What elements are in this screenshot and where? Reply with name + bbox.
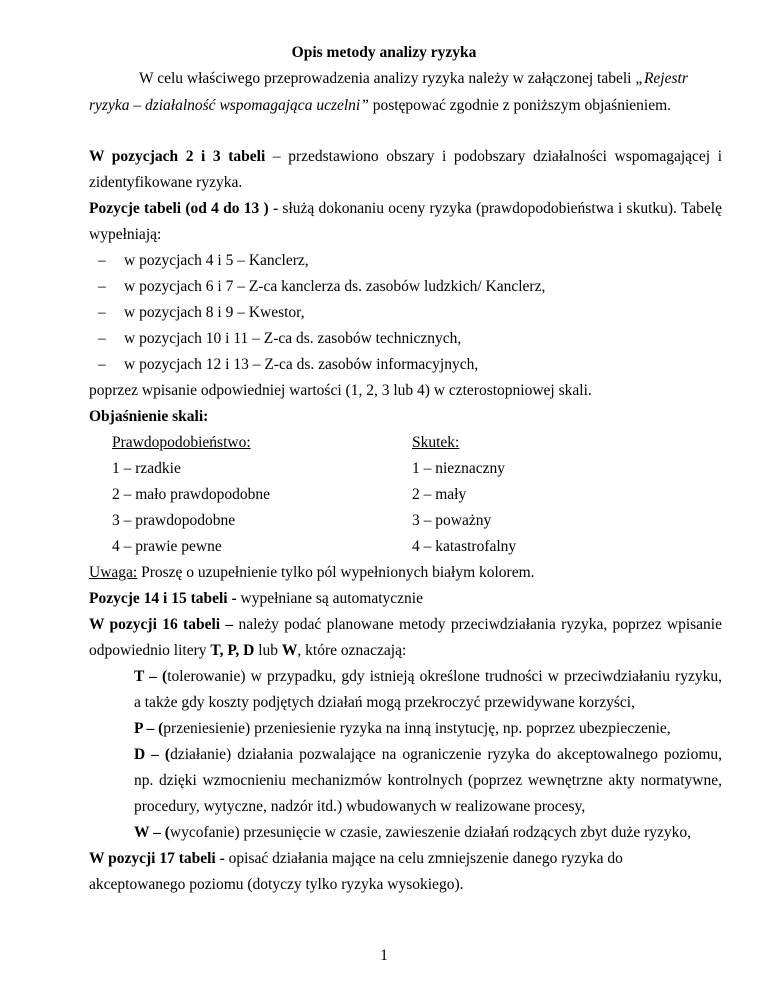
method-d-line-3: procedury, wytyczne, nadzór itd.) wbudowanych w realizowane procesy,	[134, 798, 586, 815]
para5: Pozycje 14 i 15 tabeli - wypełniane są automatycznie	[89, 590, 423, 607]
list-dash: –	[98, 304, 106, 321]
para3-line-2: wypełniają:	[89, 226, 162, 243]
method-t-line-2: a także gdy koszty podjętych działań mogą przekroczyć przewidywane korzyści,	[134, 694, 635, 711]
list-item: w pozycjach 6 i 7 – Z-ca kanclerza ds. zasobów ludzkich/ Kanclerz,	[124, 278, 546, 295]
scale-heading: Objaśnienie skali:	[89, 408, 209, 425]
method-t-line-1: T – (tolerowanie) w przypadku, gdy istnieją określone trudności w przeciwdziałaniu ryzyku,	[134, 668, 722, 685]
para2-line-2: zidentyfikowane ryzyka.	[89, 174, 243, 191]
page-title: Opis metody analizy ryzyka	[291, 44, 477, 61]
para2-line-1: W pozycjach 2 i 3 tabeli – przedstawiono obszary i podobszary działalności wspomagającej i	[89, 148, 722, 165]
para3-line-1: Pozycje tabeli (od 4 do 13 ) - służą dokonaniu oceny ryzyka (prawdopodobieństwa i skutku). Tabelę	[89, 200, 722, 217]
impact-item: 3 – poważny	[412, 512, 492, 529]
list-dash: –	[98, 278, 106, 295]
list-dash: –	[98, 330, 106, 347]
probability-item: 4 – prawie pewne	[112, 538, 222, 555]
method-d-line-2: np. dzięki wzmocnieniu mechanizmów kontrolnych (poprzez wewnętrzne akty normatywne,	[134, 772, 722, 789]
probability-item: 3 – prawdopodobne	[112, 512, 236, 529]
list-item: w pozycjach 10 i 11 – Z-ca ds. zasobów technicznych,	[124, 330, 462, 347]
method-p: P – (przeniesienie) przeniesienie ryzyka na inną instytucję, np. poprzez ubezpieczenie,	[134, 720, 671, 737]
para7-line-2: akceptowanego poziomu (dotyczy tylko ryzyka wysokiego).	[89, 876, 464, 893]
list-dash: –	[98, 356, 106, 373]
probability-item: 1 – rzadkie	[112, 460, 181, 477]
probability-title: Prawdopodobieństwo:	[112, 434, 251, 451]
list-item: w pozycjach 12 i 13 – Z-ca ds. zasobów informacyjnych,	[124, 356, 479, 373]
page-number: 1	[380, 947, 388, 964]
list-dash: –	[98, 252, 106, 269]
list-item: w pozycjach 8 i 9 – Kwestor,	[124, 304, 305, 321]
probability-item: 2 – mało prawdopodobne	[112, 486, 270, 503]
impact-item: 1 – nieznaczny	[412, 460, 505, 477]
method-d-line-1: D – (działanie) działania pozwalające na ograniczenie ryzyka do akceptowalnego poziomu,	[134, 746, 723, 763]
para4: poprzez wpisanie odpowiedniej wartości (1, 2, 3 lub 4) w czterostopniowej skali.	[89, 382, 592, 399]
impact-item: 2 – mały	[412, 486, 467, 503]
impact-item: 4 – katastrofalny	[412, 538, 517, 555]
note: Uwaga: Proszę o uzupełnienie tylko pól wypełnionych białym kolorem.	[89, 564, 535, 581]
method-w: W – (wycofanie) przesunięcie w czasie, zawieszenie działań rodzących zbyt duże ryzyko,	[134, 824, 692, 841]
intro-line-2: ryzyka – działalność wspomagająca uczelni” postępować zgodnie z poniższym objaśnieniem.	[89, 97, 672, 114]
list-item: w pozycjach 4 i 5 – Kanclerz,	[124, 252, 309, 269]
intro-line-1: W celu właściwego przeprowadzenia analizy ryzyka należy w załączonej tabeli „Rejestr	[139, 70, 688, 87]
para6-line-1: W pozycji 16 tabeli – należy podać planowane metody przeciwdziałania ryzyka, poprzez wpisanie	[89, 616, 722, 633]
para7-line-1: W pozycji 17 tabeli - opisać działania mające na celu zmniejszenie danego ryzyka do	[89, 850, 623, 867]
impact-title: Skutek:	[412, 434, 460, 451]
para6-line-2: odpowiednio litery T, P, D lub W, które oznaczają:	[89, 642, 407, 659]
